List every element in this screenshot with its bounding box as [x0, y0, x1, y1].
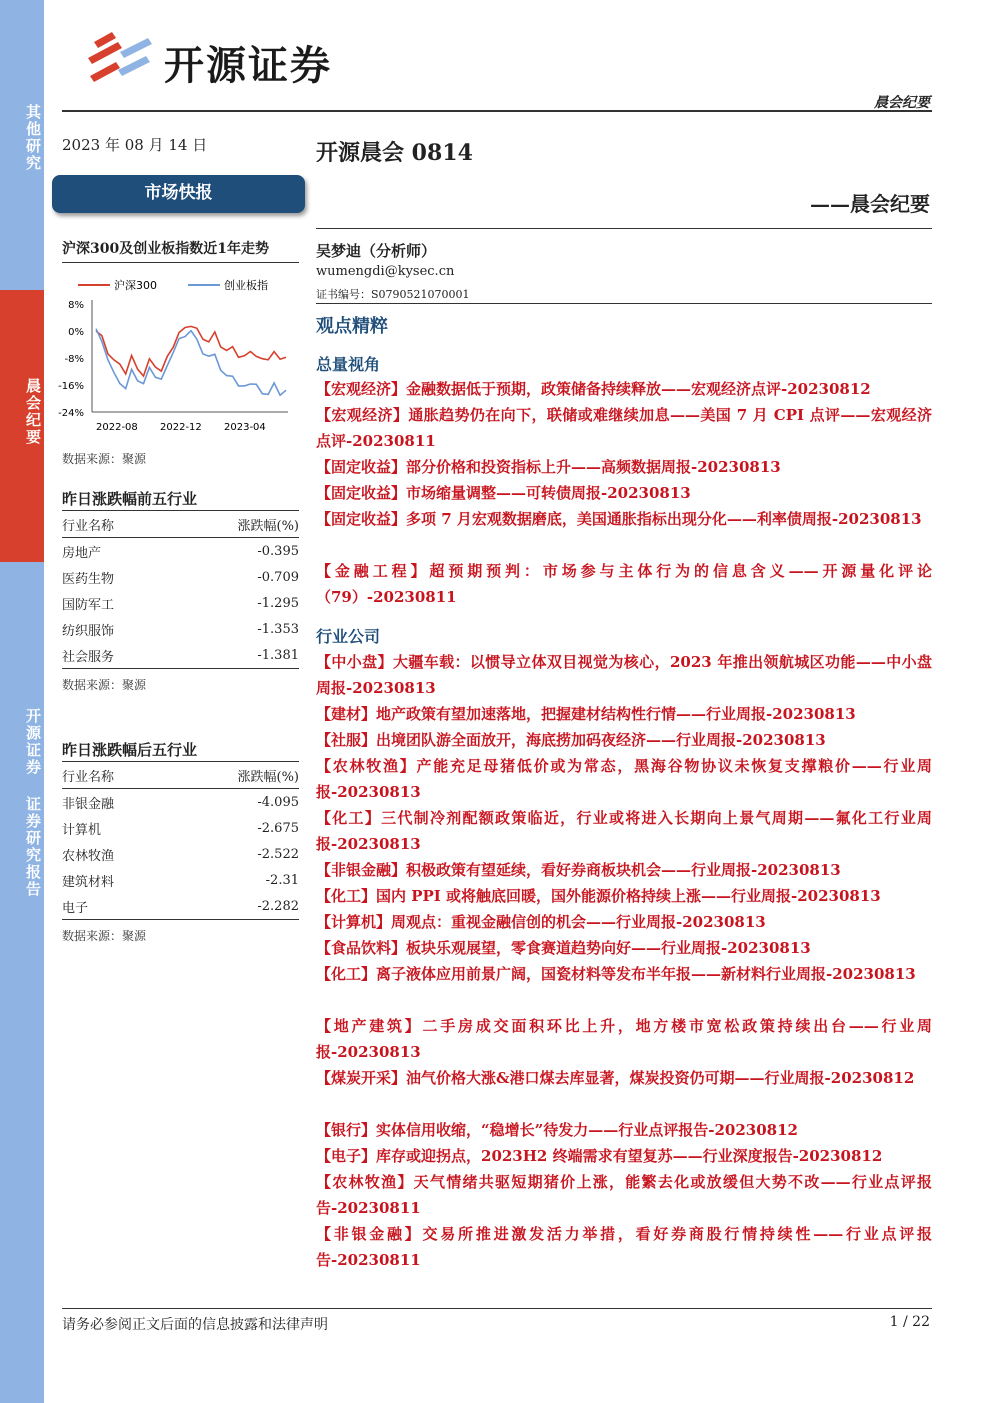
analyst-name: 吴梦迪（分析师）: [316, 242, 437, 260]
list-item: 【宏观经济】金融数据低于预期，政策储备持续释放——宏观经济点评-20230812: [316, 380, 871, 398]
col-header-change: 涨跌幅(%): [171, 511, 299, 538]
list-item: 【电子】库存或迎拐点，2023H2 终端需求有望复苏——行业深度报告-20230812: [316, 1147, 883, 1165]
list-item: 【非银金融】积极政策有望延续，看好券商板块机会——行业周报-20230813: [316, 861, 841, 879]
list-item: 【地产建筑】二手房成交面积环比上升，地方楼市宽松政策持续出台——行业周报-20230813: [316, 1017, 932, 1061]
list-item: 【农林牧渔】产能充足母猪低价或为常态，黑海谷物协议未恢复支撑粮价——行业周报-20230813: [316, 757, 932, 801]
analyst-cert: 证书编号：S0790521070001: [316, 288, 470, 301]
doc-title: 开源晨会 0814: [316, 140, 473, 166]
table-row: [62, 642, 299, 669]
change-cell: -2.522: [257, 846, 299, 862]
industry-cell: 社会服务: [62, 642, 171, 669]
footer-divider: [62, 1308, 932, 1309]
table-row: [62, 564, 299, 590]
title-divider: [316, 228, 932, 229]
industry-cell: 房地产: [62, 545, 102, 561]
table-row: [62, 789, 299, 816]
chart-title: 沪深300及创业板指数近1年走势: [62, 241, 269, 257]
list-item: 【非银金融】交易所推进激发活力举措，看好券商股行情持续性——行业点评报告-20230811: [316, 1225, 932, 1269]
y-tick-label: -16%: [58, 381, 84, 392]
list-item: 【银行】实体信用收缩，“稳增长”待发力——行业点评报告-20230812: [316, 1121, 798, 1139]
table-header-row: [62, 511, 299, 538]
analyst-divider: [316, 303, 932, 304]
brand-name: 开源证券: [164, 43, 332, 89]
change-cell: -1.353: [257, 621, 299, 637]
list-item: 【建材】地产政策有望加速落地，把握建材结构性行情——行业周报-20230813: [316, 705, 856, 723]
side-band-mid-label: 晨会纪要: [24, 378, 42, 446]
industry-cell: 计算机: [62, 822, 102, 838]
list-item: 【农林牧渔】天气情绪共驱短期猪价上涨，能繁去化或放缓但大势不改——行业点评报告-20230811: [316, 1173, 932, 1217]
change-cell: -1.381: [171, 642, 299, 669]
industry-cell: 非银金融: [62, 796, 115, 812]
list-item: 【化工】国内 PPI 或将触底回暖，国外能源价格持续上涨——行业周报-20230813: [316, 887, 881, 905]
change-cell: -0.395: [257, 543, 299, 559]
side-band-top-label: 其他研究: [24, 104, 42, 172]
table-row: [62, 867, 299, 893]
table-row: [62, 616, 299, 642]
table-row: [62, 538, 299, 565]
table-row: [62, 815, 299, 841]
table-row: [62, 893, 299, 920]
industry-cell: 医药生物: [62, 571, 115, 587]
analyst-email: wumengdi@kysec.cn: [316, 264, 455, 279]
top5-source: 数据来源：聚源: [62, 678, 147, 692]
industry-cell: 农林牧渔: [62, 848, 115, 864]
list-item: 【化工】三代制冷剂配额政策临近，行业或将进入长期向上景气周期——氟化工行业周报-20230813: [316, 809, 932, 853]
industry-cell: 电子: [62, 893, 171, 920]
list-item: 【固定收益】市场缩量调整——可转债周报-20230813: [316, 484, 691, 502]
y-tick-label: 8%: [68, 300, 84, 311]
doc-subtitle: ——晨会纪要: [810, 192, 930, 216]
legend-label-chinext: 创业板指: [224, 279, 268, 292]
change-cell: -0.709: [257, 569, 299, 585]
change-cell: -2.675: [257, 820, 299, 836]
change-cell: -4.095: [257, 794, 299, 810]
y-tick-label: 0%: [68, 327, 84, 338]
list-item: 【金融工程】超预期预判：市场参与主体行为的信息含义——开源量化评论（79）-20230811: [316, 562, 932, 606]
col-header-industry: 行业名称: [62, 511, 171, 538]
group1-heading: 总量视角: [316, 355, 381, 374]
market-badge: 市场快报: [52, 175, 305, 213]
report-date: 2023 年 08 月 14 日: [62, 136, 208, 154]
legend-label-hs300: 沪深300: [114, 279, 157, 292]
industry-cell: 国防军工: [62, 597, 115, 613]
y-tick-label: -8%: [64, 354, 84, 365]
list-item: 【食品饮料】板块乐观展望，零食赛道趋势向好——行业周报-20230813: [316, 939, 811, 957]
bottom5-source: 数据来源：聚源: [62, 929, 147, 943]
y-tick-label: -24%: [58, 408, 84, 419]
change-cell: -2.282: [171, 893, 299, 920]
industry-cell: 纺织服饰: [62, 623, 115, 639]
bottom5-table: [62, 762, 299, 920]
x-tick-label: 2022-12: [160, 422, 202, 433]
table-row: [62, 841, 299, 867]
bottom5-title: 昨日涨跌幅后五行业: [62, 741, 198, 759]
side-band-bottom-label: 开源证券 证券研究报告: [24, 708, 42, 898]
brand-logo-icon: [86, 30, 156, 86]
top5-title: 昨日涨跌幅前五行业: [62, 490, 198, 508]
list-item: 【计算机】周观点：重视金融信创的机会——行业周报-20230813: [316, 913, 766, 931]
list-item: 【化工】离子液体应用前景广阔，国瓷材料等发布半年报——新材料行业周报-20230813: [316, 965, 916, 983]
index-chart: [58, 270, 303, 440]
table-row: [62, 590, 299, 616]
x-tick-label: 2022-08: [96, 422, 138, 433]
side-band: [0, 0, 44, 1403]
chart-title-rule: [62, 262, 299, 263]
col-header-change: 涨跌幅(%): [171, 762, 299, 789]
list-item: 【煤炭开采】油气价格大涨&港口煤去库显著，煤炭投资仍可期——行业周报-20230812: [316, 1069, 915, 1087]
header-tag: 晨会纪要: [874, 95, 930, 111]
change-cell: -1.295: [257, 595, 299, 611]
series-line-0: [96, 326, 286, 376]
change-cell: -2.31: [265, 872, 299, 888]
page-number: 1 / 22: [889, 1314, 930, 1330]
list-item: 【社服】出境团队游全面放开，海底捞加码夜经济——行业周报-20230813: [316, 731, 826, 749]
col-header-industry: 行业名称: [62, 762, 171, 789]
list-item: 【宏观经济】通胀趋势仍在向下，联储或难继续加息——美国 7 月 CPI 点评——宏观经济点评-20230811: [316, 406, 932, 450]
header-divider: [62, 110, 932, 112]
list-item: 【固定收益】部分价格和投资指标上升——高频数据周报-20230813: [316, 458, 781, 476]
industry-cell: 建筑材料: [62, 874, 115, 890]
list-item: 【中小盘】大疆车载：以惯导立体双目视觉为核心，2023 年推出领航城区功能——中小盘周报-20230813: [316, 653, 932, 697]
top5-table: [62, 511, 299, 669]
list-item: 【固定收益】多项 7 月宏观数据磨底，美国通胀指标出现分化——利率债周报-20230813: [316, 510, 922, 528]
series-line-1: [96, 329, 286, 396]
footer-disclaimer: 请务必参阅正文后面的信息披露和法律声明: [62, 1317, 328, 1333]
group2-heading: 行业公司: [316, 627, 381, 646]
table-header-row: [62, 762, 299, 789]
section-heading: 观点精粹: [316, 316, 388, 337]
chart-source: 数据来源：聚源: [62, 452, 147, 466]
x-tick-label: 2023-04: [224, 422, 266, 433]
